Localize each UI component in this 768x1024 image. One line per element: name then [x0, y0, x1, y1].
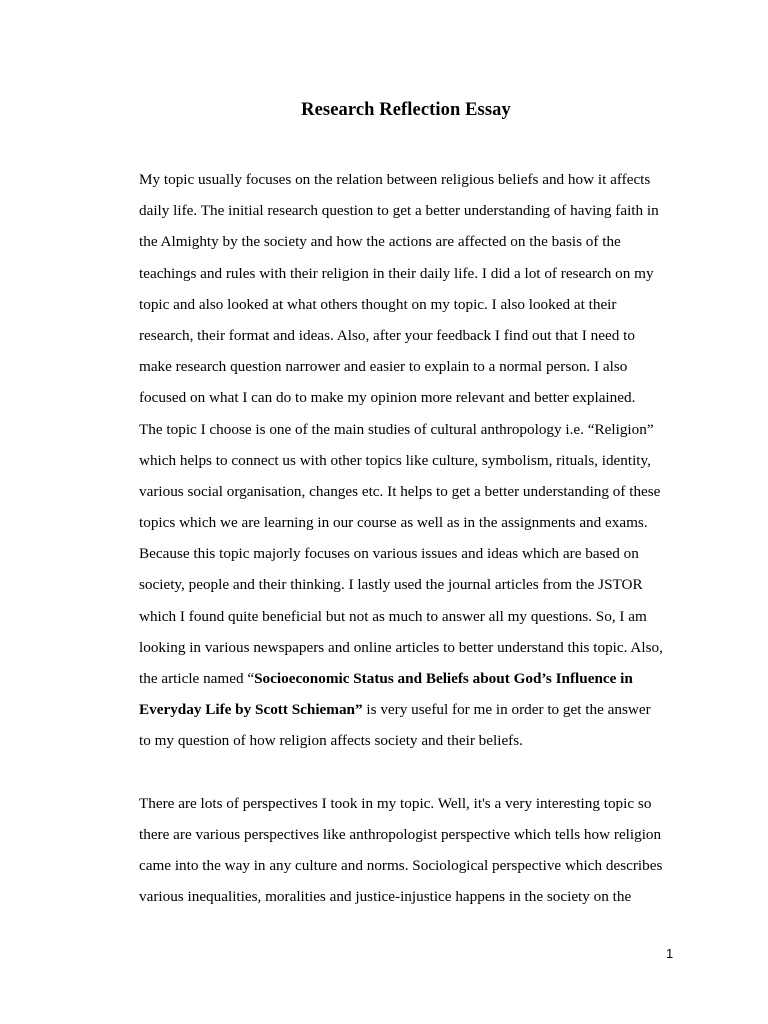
- text-line: society, people and their thinking. I lastly used the journal articles from the JSTOR: [139, 576, 643, 594]
- text-line: looking in various newspapers and online articles to better understand this topic. Also,: [139, 638, 663, 656]
- text-line: research, their format and ideas. Also, after your feedback I find out that I need to: [139, 326, 635, 344]
- text-line: teachings and rules with their religion in their daily life. I did a lot of research on my: [139, 264, 654, 282]
- page-number: 1: [666, 946, 674, 961]
- text-line: various inequalities, moralities and justice-injustice happens in the society on the: [139, 888, 632, 906]
- text-line: My topic usually focuses on the relation between religious beliefs and how it affects: [139, 171, 651, 188]
- text-line: various social organisation, changes etc. It helps to get a better understanding of these: [139, 482, 661, 500]
- text-line-citation: [139, 694, 679, 725]
- article-title-part1: Socioeconomic Status and Beliefs about God’s Influence in: [254, 670, 633, 687]
- text-line-citation: [139, 663, 679, 694]
- text-line: topic and also looked at what others thought on my topic. I also looked at their: [139, 295, 617, 313]
- text-line: there are various perspectives like anthropologist perspective which tells how religion: [139, 825, 662, 843]
- text-line: which helps to connect us with other topics like culture, symbolism, rituals, identity,: [139, 451, 651, 469]
- text-line: topics which we are learning in our course as well as in the assignments and exams.: [139, 514, 648, 532]
- text-line: daily life. The initial research question to get a better understanding of having faith in: [139, 202, 659, 220]
- text-line: There are lots of perspectives I took in my topic. Well, it's a very interesting topic so: [139, 794, 652, 812]
- text-line: The topic I choose is one of the main studies of cultural anthropology i.e. “Religion”: [139, 420, 654, 438]
- text-line: make research question narrower and easier to explain to a normal person. I also: [139, 358, 628, 376]
- text-line: to my question of how religion affects society and their beliefs.: [139, 732, 523, 750]
- essay-body: [139, 164, 679, 913]
- text-line: focused on what I can do to make my opinion more relevant and better explained.: [139, 389, 636, 407]
- text-line: which I found quite beneficial but not as much to answer all my questions. So, I am: [139, 607, 647, 625]
- essay-title: Research Reflection Essay: [301, 100, 511, 120]
- text-line: Because this topic majorly focuses on various issues and ideas which are based on: [139, 545, 639, 563]
- citation-lead-in: the article named “: [139, 670, 255, 687]
- article-title-part2: Everyday Life by Scott Schieman”: [139, 701, 363, 719]
- text-line: came into the way in any culture and norms. Sociological perspective which describes: [139, 857, 663, 875]
- citation-follow: is very useful for me in order to get the answer: [362, 701, 651, 719]
- text-line: the Almighty by the society and how the actions are affected on the basis of the: [139, 233, 621, 251]
- paragraph-gap: [139, 757, 679, 788]
